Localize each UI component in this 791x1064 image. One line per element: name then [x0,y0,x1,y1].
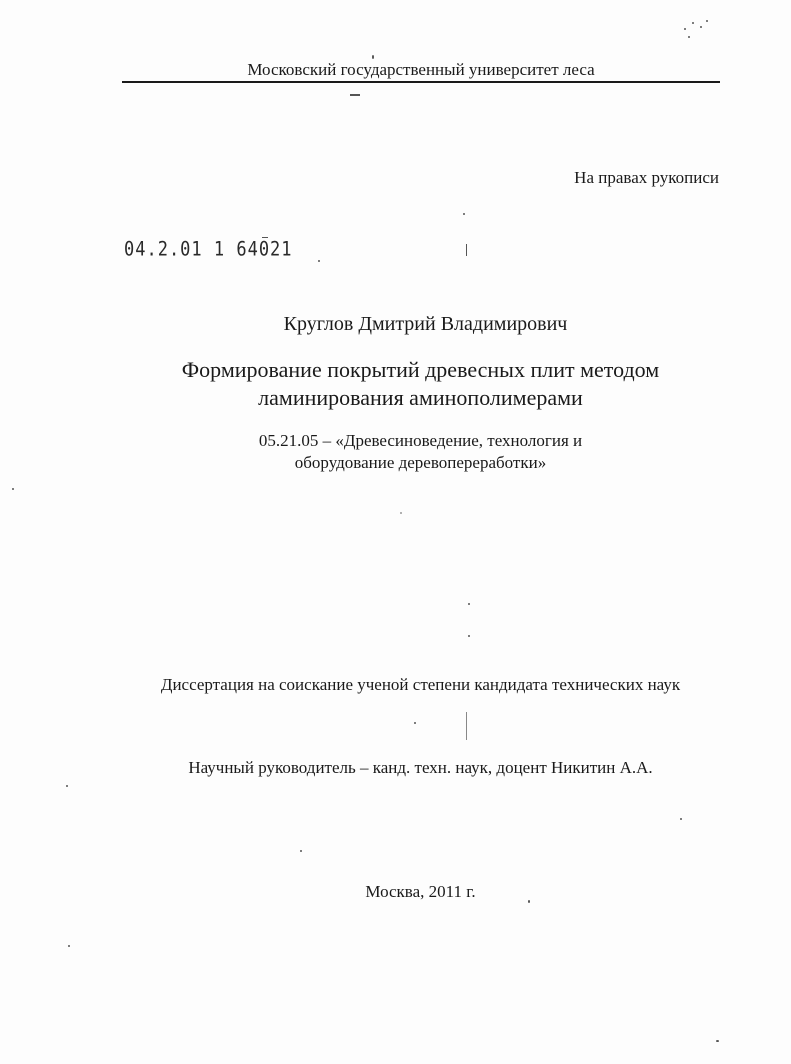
scan-speck [300,850,302,852]
scan-speck [706,20,708,22]
scan-speck [463,213,465,215]
specialty-line-2: оборудование деревопереработки» [294,453,547,472]
author-name: Круглов Дмитрий Владимирович [283,313,568,335]
scan-speck [262,237,268,238]
institution-header: Московский государственный университет леса [247,60,595,79]
scan-speck [466,244,467,256]
supervisor-line: Научный руководитель – канд. техн. наук, доцент Никитин А.А. [188,758,653,777]
scan-speck [466,712,467,740]
scan-speck [414,722,416,724]
degree-statement: Диссертация на соискание ученой степени кандидата технических наук [160,675,681,694]
scan-speck [680,818,682,820]
scan-speck [684,28,686,30]
archive-stamp: 04.2.01 1 64021 [124,238,293,261]
title-line-1: Формирование покрытий древесных плит методом [181,357,660,382]
scan-speck [318,260,320,262]
scan-speck [12,488,14,490]
scan-speck [700,26,702,28]
scan-speck [66,785,68,787]
header-divider [122,81,720,83]
scan-speck [528,900,530,903]
scan-speck [716,1040,719,1042]
scan-speck [400,512,402,514]
scan-speck [372,55,374,59]
title-line-2: ламинирования аминополимерами [258,385,583,410]
specialty-line-1: 05.21.05 – «Древесиноведение, технология и [258,431,583,450]
scan-speck [692,22,694,24]
scan-speck [350,94,360,96]
scan-speck [688,36,690,38]
scan-speck [468,603,470,605]
rights-notice: На правах рукописи [574,168,719,187]
scan-speck [68,945,70,947]
scan-speck [468,635,470,637]
dissertation-title [0,356,791,412]
city-year: Москва, 2011 г. [365,882,476,901]
specialty-code [0,430,791,474]
